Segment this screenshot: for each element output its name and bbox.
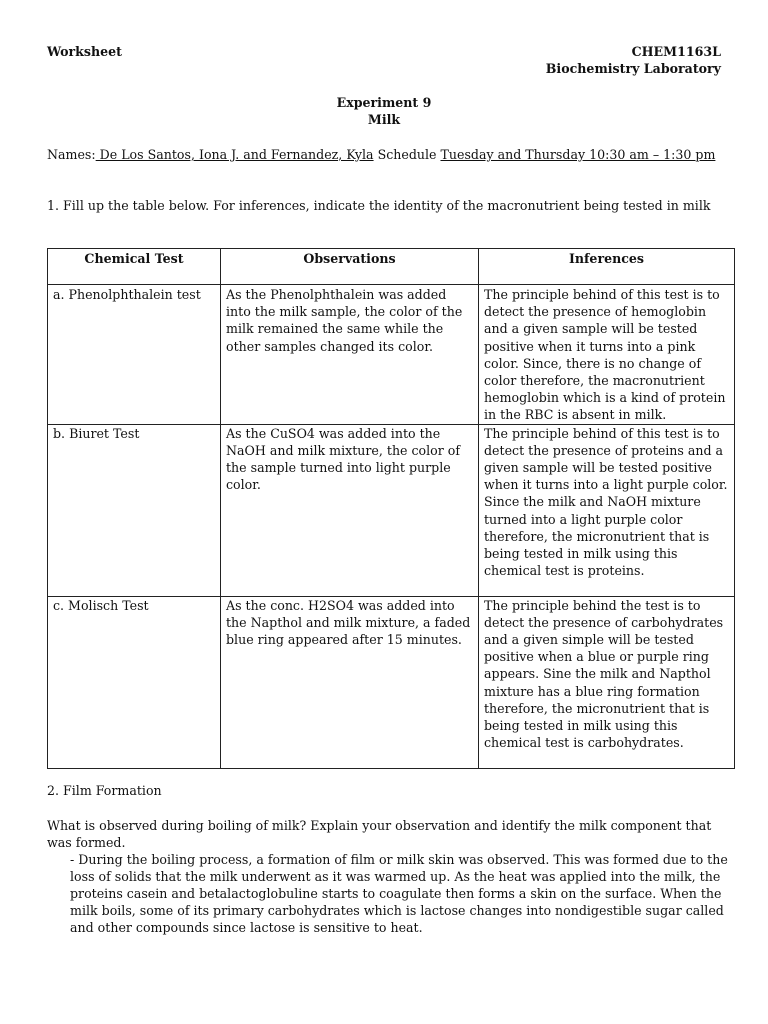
experiment-subject: Milk xyxy=(367,112,401,127)
course-header xyxy=(546,43,721,77)
schedule-label: Schedule xyxy=(373,147,441,162)
table-row xyxy=(48,596,735,768)
chemical-tests-table xyxy=(47,248,735,769)
inference: The principle behind of this test is to detect the presence of hemoglobin and a given sample will be tested positive when it turns into a pink color. Since, there is no change of color therefore, the macronutrient hemoglobin which is a kind of protein in the RBC is absent in milk. xyxy=(479,285,735,425)
names-label: Names: xyxy=(47,147,96,162)
experiment-number: Experiment 9 xyxy=(336,95,432,110)
table-row xyxy=(48,424,735,596)
inference: The principle behind of this test is to detect the presence of proteins and a given sample will be tested positive when it turns into a light purple color. Since the milk and NaOH mixture turned into a light purple color therefore, the micronutrient that is being tested in milk using this chemical test is proteins. xyxy=(479,424,735,596)
worksheet-label: Worksheet xyxy=(47,44,122,59)
question-1: 1. Fill up the table below. For inferences, indicate the identity of the macronutrient being tested in milk xyxy=(47,198,711,213)
header-chemical-test: Chemical Test xyxy=(48,249,221,285)
test-name: b. Biuret Test xyxy=(48,424,221,596)
table-header-row xyxy=(48,249,735,285)
answer-text: During the boiling process, a formation of film or milk skin was observed. This was formed due to the loss of solids that the milk underwent as it was warmed up. As the heat was applied into the milk, the proteins casein and betalactoglobuline starts to coagulate then forms a skin on the surface. When the milk boils, some of its primary carbohydrates which is lactose changes into nondigestible sugar called and other compounds since lactose is sensitive to heat. xyxy=(70,852,728,935)
lab-name: Biochemistry Laboratory xyxy=(545,61,721,76)
experiment-title xyxy=(0,94,768,128)
student-names: De Los Santos, Iona J. and Fernandez, Kyla xyxy=(95,147,374,162)
table-row xyxy=(48,285,735,425)
observation: As the Phenolphthalein was added into the milk sample, the color of the milk remained the same while the other samples changed its color. xyxy=(221,285,479,425)
test-name: a. Phenolphthalein test xyxy=(48,285,221,425)
question-2-prompt: What is observed during boiling of milk? Explain your observation and identify the milk component that was formed. xyxy=(47,818,712,850)
inference: The principle behind the test is to detect the presence of carbohydrates and a given simple will be tested positive when a blue or purple ring appears. Sine the milk and Napthol mixture has a blue ring formation therefore, the micronutrient that is being tested in milk using this chemical test is carbohydrates. xyxy=(479,596,735,768)
schedule-value: Tuesday and Thursday 10:30 am – 1:30 pm xyxy=(440,147,716,162)
course-code: CHEM1163L xyxy=(631,44,721,59)
answer-dash: - xyxy=(70,852,79,867)
test-name: c. Molisch Test xyxy=(48,596,221,768)
observation: As the CuSO4 was added into the NaOH and milk mixture, the color of the sample turned into light purple color. xyxy=(221,424,479,596)
question-2-answer xyxy=(70,851,730,936)
question-2-heading: 2. Film Formation xyxy=(47,783,162,798)
header-observations: Observations xyxy=(221,249,479,285)
header-inferences: Inferences xyxy=(479,249,735,285)
observation: As the conc. H2SO4 was added into the Napthol and milk mixture, a faded blue ring appeared after 15 minutes. xyxy=(221,596,479,768)
names-line xyxy=(47,146,723,163)
